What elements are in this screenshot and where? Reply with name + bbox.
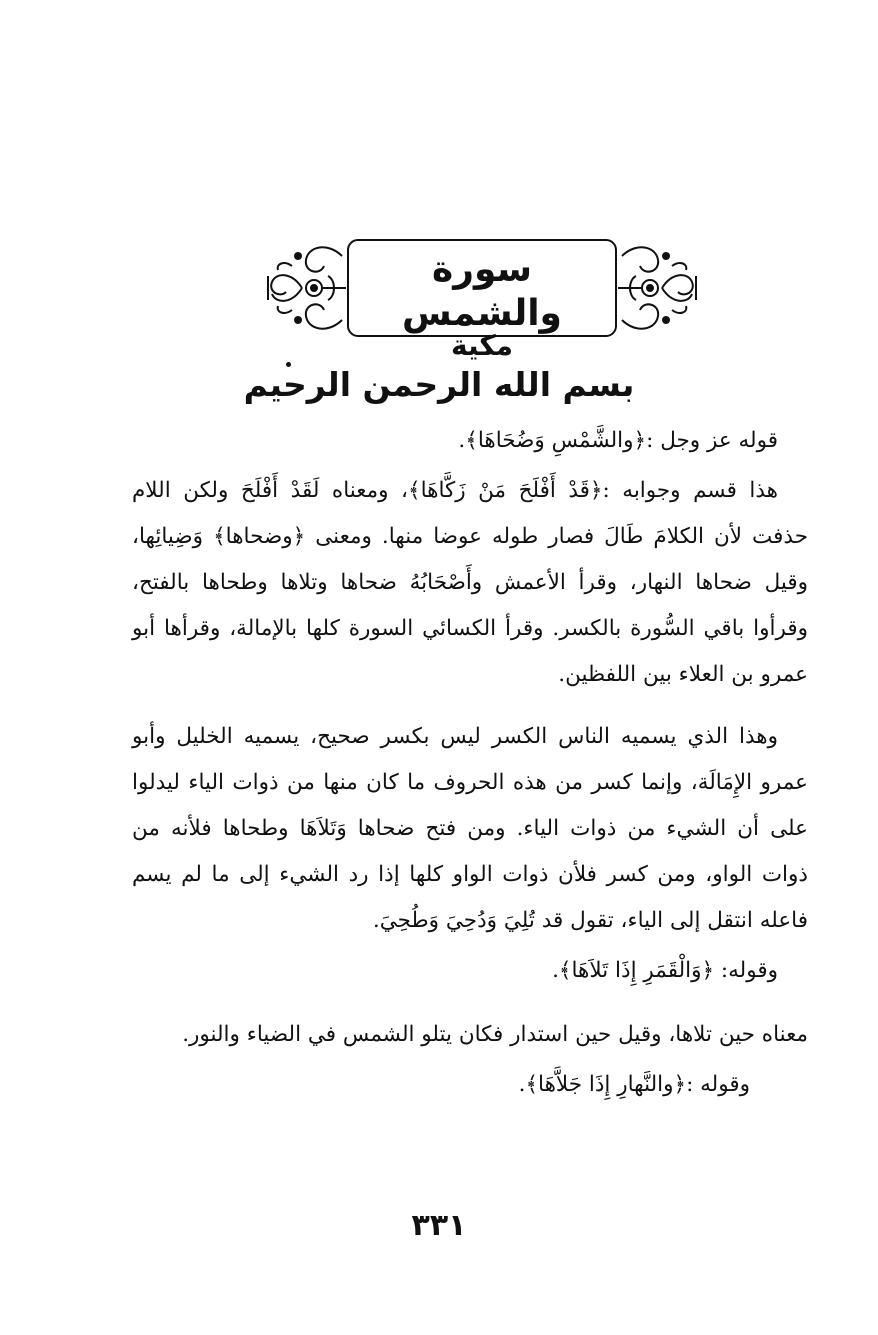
paragraph-commentary-1: هذا قسم وجوابه :﴿قَدْ أَفْلَحَ مَنْ زَكَّاهَا﴾، ومعناه لَقَدْ أَفْلَحَ ولكن اللام حذفت لأن الكلامَ طَالَ فصار طوله عوضا منها. ومعنى ﴿وضحاها﴾ وَضِيائِها، وقيل ضحاها النهار، وقرأ الأعمش وأَصْحَابُهُ ضحاها وتلاها وطحاها بالفتح، وقرأوا باقي السُّورة بالكسر. وقرأ الكسائي السورة كلها بالإمالة، وقرأها أبو عمرو بن العلاء بين اللفظين. [132, 478, 808, 687]
surah-revelation-type: مكية [450, 329, 514, 362]
commentary-body [132, 418, 808, 1108]
page-number: ٣٣١ [411, 1208, 467, 1243]
surah-title-box [348, 242, 616, 362]
paragraph-verse-3: وقوله :﴿والنَّهارِ إِذَا جَلاَّهَا﴾. [518, 1072, 750, 1097]
paragraph-commentary-3: معناه حين تلاها، وقيل حين استدار فكان يتلو الشمس في الضياء والنور. [182, 1022, 808, 1047]
left-floral-ornament-icon [268, 247, 346, 328]
surah-title-frame [262, 236, 702, 362]
basmala-heading: بسم الله الرحمن الرحيم [243, 365, 635, 404]
right-floral-ornament-icon [618, 247, 696, 328]
paragraph-verse-1: قوله عز وجل :﴿والشَّمْسِ وَضُحَاهَا﴾. [458, 428, 778, 453]
paragraph-verse-2: وقوله: ﴿وَالْقَمَرِ إِذَا تَلاَهَا﴾. [552, 958, 778, 983]
paragraph-commentary-2: وهذا الذي يسميه الناس الكسر ليس بكسر صحيح، يسميه الخليل وأبو عمرو الإِمَالَة، وإنما كسر من هذه الحروف ما كان منها من ذوات الياء ليدلوا على أن الشيء من ذوات الياء. ومن فتح ضحاها وَتَلاَهَا وطحاها فلأنه من ذوات الواو، ومن كسر فلأن ذوات الواو كلها إذا رد الشيء إلى ما لم يسم فاعله انتقل إلى الياء، تقول قد تُلِيَ وَدُحِيَ وَطُحِيَ. [132, 724, 808, 933]
surah-title: سورة والشمس [402, 249, 562, 334]
